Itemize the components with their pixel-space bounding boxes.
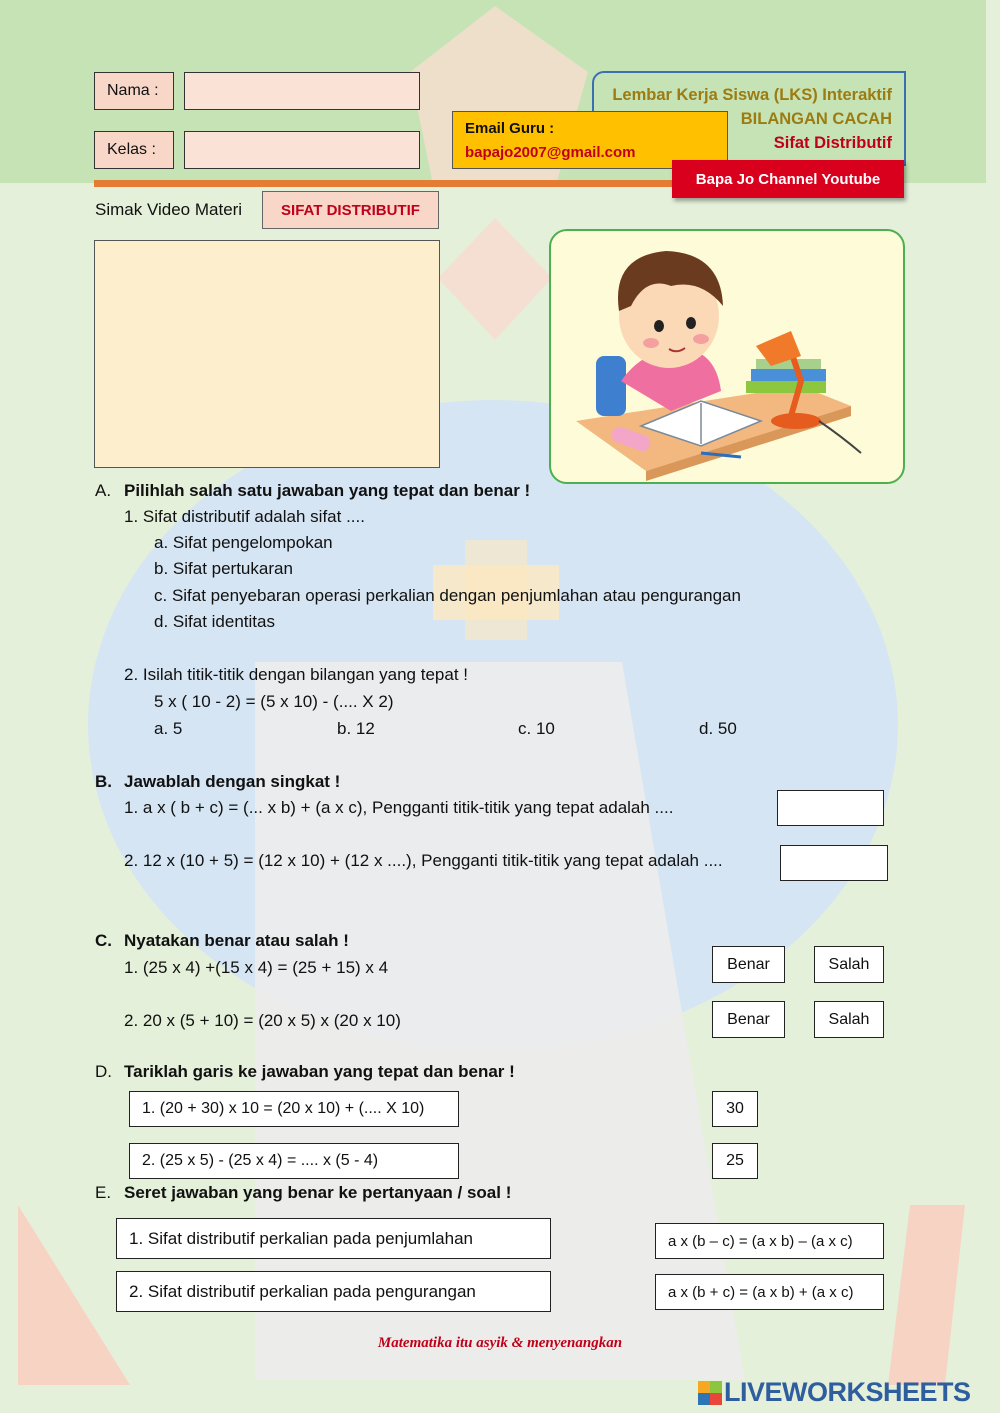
e-answer-addition[interactable]: a x (b + c) = (a x b) + (a x c) (655, 1274, 884, 1310)
c-q1-salah-button[interactable]: Salah (814, 946, 884, 983)
b-q1-text: 1. a x ( b + c) = (... x b) + (a x c), Pengganti titik-titik yang tepat adalah .... (124, 798, 674, 817)
kelas-label: Kelas : (94, 131, 174, 169)
d-answer-25[interactable]: 25 (712, 1143, 758, 1179)
section-e-title: Seret jawaban yang benar ke pertanyaan / soal ! (124, 1183, 512, 1202)
c-q2-text: 2. 20 x (5 + 10) = (20 x 5) x (20 x 10) (124, 1011, 401, 1030)
a-q1-text: 1. Sifat distributif adalah sifat .... (124, 507, 365, 526)
kelas-input[interactable] (184, 131, 420, 169)
a-q2-expression: 5 x ( 10 - 2) = (5 x 10) - (.... X 2) (154, 692, 394, 711)
triangle-shape (18, 1205, 130, 1385)
email-value: bapajo2007@gmail.com (465, 144, 636, 161)
c-q2-benar-button[interactable]: Benar (712, 1001, 785, 1038)
c-q1-text: 1. (25 x 4) +(15 x 4) = (25 + 15) x 4 (124, 958, 389, 977)
illustration-frame (549, 229, 905, 484)
liveworksheets-brand: LIVEWORKSHEETS (724, 1377, 971, 1407)
section-d-title: Tariklah garis ke jawaban yang tepat dan benar ! (124, 1062, 515, 1081)
video-label: Simak Video Materi (95, 200, 243, 219)
e-answer-subtraction[interactable]: a x (b – c) = (a x b) – (a x c) (655, 1223, 884, 1259)
section-e-letter: E. (95, 1183, 112, 1202)
d-answer-30[interactable]: 30 (712, 1091, 758, 1127)
b-q2-text: 2. 12 x (10 + 5) = (12 x 10) + (12 x ....), Pengganti titik-titik yang tepat adalah .... (124, 851, 723, 870)
lks-title: Lembar Kerja Siswa (LKS) Interaktif (612, 86, 892, 104)
footer-motto: Matematika itu asyik & menyenangkan (377, 1335, 623, 1351)
d-q1-item[interactable]: 1. (20 + 30) x 10 = (20 x 10) + (.... X 10) (129, 1091, 459, 1127)
subtopic-title: Sifat Distributif (773, 134, 892, 152)
channel-badge: Bapa Jo Channel Youtube (672, 160, 904, 198)
section-a-title: Pilihlah salah satu jawaban yang tepat dan benar ! (124, 481, 531, 500)
c-q2-salah-button[interactable]: Salah (814, 1001, 884, 1038)
boy-reading-illustration (551, 231, 905, 484)
e-q1-dropzone[interactable]: 1. Sifat distributif perkalian pada penjumlahan (116, 1218, 551, 1259)
email-label: Email Guru : (465, 120, 555, 137)
parallelogram-shape (888, 1205, 965, 1385)
section-c-title: Nyatakan benar atau salah ! (124, 931, 349, 950)
e-q2-dropzone[interactable]: 2. Sifat distributif perkalian pada pengurangan (116, 1271, 551, 1312)
a-q2-option-d[interactable]: d. 50 (699, 719, 737, 738)
section-d-letter: D. (95, 1062, 112, 1081)
a-q1-option-c[interactable]: c. Sifat penyebaran operasi perkalian dengan penjumlahan atau pengurangan (154, 586, 741, 605)
a-q1-option-d[interactable]: d. Sifat identitas (154, 612, 275, 631)
b-q1-answer-input[interactable] (777, 790, 884, 826)
a-q2-option-c[interactable]: c. 10 (518, 719, 555, 738)
section-c-letter: C. (95, 931, 112, 950)
header-divider (94, 180, 684, 187)
section-b-letter: B. (95, 772, 112, 791)
nama-label: Nama : (94, 72, 174, 110)
sifat-distributif-button[interactable]: SIFAT DISTRIBUTIF (262, 191, 439, 229)
liveworksheets-logo-icon (698, 1381, 722, 1405)
video-player[interactable] (94, 240, 440, 468)
d-q2-item[interactable]: 2. (25 x 5) - (25 x 4) = .... x (5 - 4) (129, 1143, 459, 1179)
section-a-letter: A. (95, 481, 112, 500)
diamond-shape (438, 218, 552, 340)
a-q1-option-b[interactable]: b. Sifat pertukaran (154, 559, 293, 578)
a-q1-option-a[interactable]: a. Sifat pengelompokan (154, 533, 333, 552)
nama-input[interactable] (184, 72, 420, 110)
a-q2-option-b[interactable]: b. 12 (337, 719, 375, 738)
b-q2-answer-input[interactable] (780, 845, 888, 881)
a-q2-option-a[interactable]: a. 5 (154, 719, 183, 738)
a-q2-text: 2. Isilah titik-titik dengan bilangan yang tepat ! (124, 665, 468, 684)
topic-title: BILANGAN CACAH (740, 110, 892, 128)
c-q1-benar-button[interactable]: Benar (712, 946, 785, 983)
section-b-title: Jawablah dengan singkat ! (124, 772, 341, 791)
